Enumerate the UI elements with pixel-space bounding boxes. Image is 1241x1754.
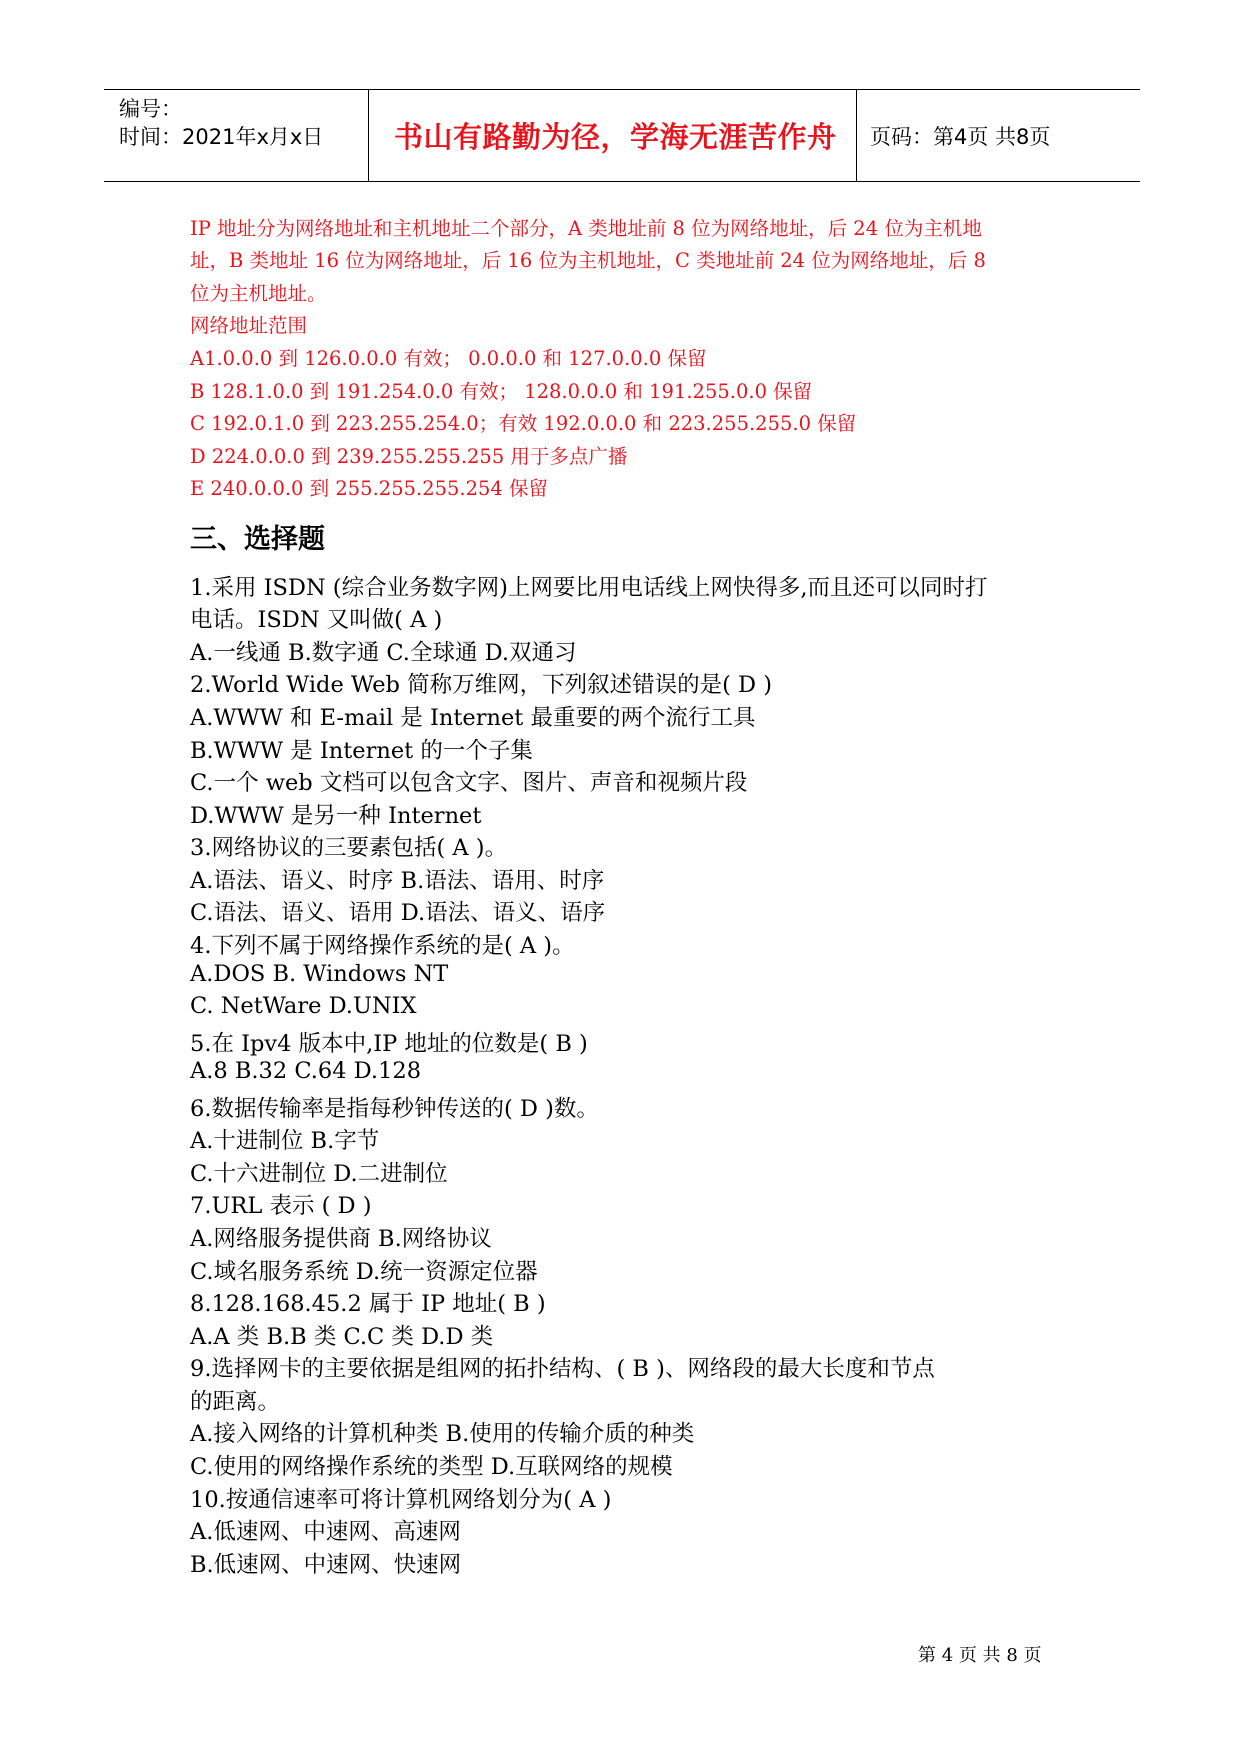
- header-top-rule: [104, 89, 1140, 90]
- header-divider-right: [856, 89, 857, 182]
- header-slogan: 书山有路勤为径，学海无涯苦作舟: [394, 120, 837, 154]
- question-line: C.域名服务系统 D.统一资源定位器: [190, 1259, 538, 1285]
- header-bottom-rule: [104, 181, 1140, 182]
- question-line: A.8 B.32 C.64 D.128: [190, 1058, 422, 1084]
- question-line: B.WWW 是 Internet 的一个子集: [190, 738, 533, 764]
- header-page-label: 页码：第4页 共8页: [870, 125, 1051, 149]
- page-footer: 第 4 页 共 8 页: [918, 1645, 1042, 1666]
- question-line: B.低速网、中速网、快速网: [190, 1552, 462, 1578]
- question-line: A.A 类 B.B 类 C.C 类 D.D 类: [190, 1324, 494, 1350]
- question-line: 8.128.168.45.2 属于 IP 地址( B ): [190, 1291, 546, 1317]
- question-line: A.DOS B. Windows NT: [190, 961, 449, 987]
- question-line: A.低速网、中速网、高速网: [190, 1519, 461, 1545]
- question-line: 电话。ISDN 又叫做( A ): [190, 607, 443, 633]
- note-line: E 240.0.0.0 到 255.255.255.254 保留: [190, 477, 549, 500]
- note-line: 址，B 类地址 16 位为网络地址，后 16 位为主机地址，C 类地址前 24 位为网络地址，后 8: [190, 249, 986, 272]
- question-line: A.接入网络的计算机种类 B.使用的传输介质的种类: [190, 1421, 695, 1447]
- question-line: A.语法、语义、时序 B.语法、语用、时序: [190, 868, 605, 894]
- note-line: C 192.0.1.0 到 223.255.254.0；有效 192.0.0.0 和 223.255.255.0 保留: [190, 412, 857, 435]
- question-line: 7.URL 表示 ( D ): [190, 1193, 372, 1219]
- question-line: 6.数据传输率是指每秒钟传送的( D )数。: [190, 1096, 599, 1122]
- question-line: 9.选择网卡的主要依据是组网的拓扑结构、( B )、网络段的最大长度和节点: [190, 1356, 935, 1382]
- question-line: A.网络服务提供商 B.网络协议: [190, 1226, 492, 1252]
- question-line: A.一线通 B.数字通 C.全球通 D.双通习: [190, 640, 577, 666]
- header-divider-left: [368, 89, 369, 182]
- note-line: 网络地址范围: [190, 314, 308, 337]
- question-line: 2.World Wide Web 简称万维网，下列叙述错误的是( D ): [190, 672, 772, 698]
- question-line: C.十六进制位 D.二进制位: [190, 1161, 448, 1187]
- question-line: 10.按通信速率可将计算机网络划分为( A ): [190, 1487, 612, 1513]
- note-line: D 224.0.0.0 到 239.255.255.255 用于多点广播: [190, 445, 628, 468]
- header-number-label: 编号：: [119, 97, 182, 121]
- note-line: B 128.1.0.0 到 191.254.0.0 有效； 128.0.0.0 和 191.255.0.0 保留: [190, 380, 813, 403]
- note-line: A1.0.0.0 到 126.0.0.0 有效； 0.0.0.0 和 127.0.0.0 保留: [190, 347, 707, 370]
- header-time-label: 时间：2021年x月x日: [119, 125, 324, 149]
- question-line: 1.采用 ISDN (综合业务数字网)上网要比用电话线上网快得多,而且还可以同时打: [190, 575, 988, 601]
- note-line: 位为主机地址。: [190, 282, 327, 305]
- question-line: C.一个 web 文档可以包含文字、图片、声音和视频片段: [190, 770, 748, 796]
- page-header: [104, 89, 1140, 182]
- question-line: C.使用的网络操作系统的类型 D.互联网络的规模: [190, 1454, 673, 1480]
- question-line: 的距离。: [190, 1389, 281, 1415]
- question-line: A.WWW 和 E-mail 是 Internet 最重要的两个流行工具: [190, 705, 756, 731]
- question-line: C.语法、语义、语用 D.语法、语义、语序: [190, 900, 606, 926]
- question-line: C. NetWare D.UNIX: [190, 993, 417, 1019]
- question-line: A.十进制位 B.字节: [190, 1128, 380, 1154]
- note-line: IP 地址分为网络地址和主机地址二个部分，A 类地址前 8 位为网络地址，后 24 位为主机地: [190, 217, 982, 240]
- question-line: 5.在 Ipv4 版本中,IP 地址的位数是( B ): [190, 1031, 588, 1057]
- section-title: 三、选择题: [190, 524, 325, 555]
- question-line: 3.网络协议的三要素包括( A )。: [190, 835, 508, 861]
- question-line: 4.下列不属于网络操作系统的是( A )。: [190, 933, 575, 959]
- question-line: D.WWW 是另一种 Internet: [190, 803, 482, 829]
